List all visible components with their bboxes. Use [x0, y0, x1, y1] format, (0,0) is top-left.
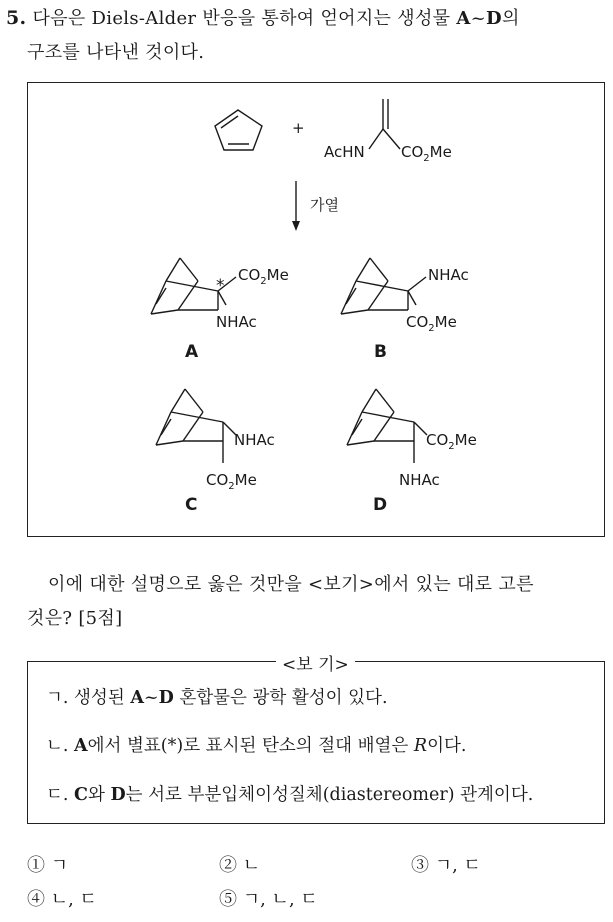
prompt-line-2: 것은? [5점] [27, 608, 123, 629]
arrow-head [292, 221, 300, 231]
question-line-2: 구조를 나타낸 것이다. [27, 42, 205, 63]
condition-heat: 가열 [310, 196, 339, 214]
plus-sign: + [292, 119, 305, 137]
bogi-item-2: ㄴ. A에서 별표(*)로 표시된 탄소의 절대 배열은 R이다. [46, 736, 467, 756]
reaction-figure [27, 82, 605, 537]
bogi-box [27, 655, 605, 824]
prompt-line-1: 이에 대한 설명으로 옳은 것만을 <보기>에서 있는 대로 고른 [48, 574, 534, 595]
choice-1[interactable]: ① ㄱ [27, 855, 69, 876]
product-c-co2me: $CO_2Me$ [206, 471, 257, 492]
cyclopentadiene-structure [215, 110, 262, 150]
bogi-item-1: ㄱ. 생성된 A~D 혼합물은 광학 활성이 있다. [46, 688, 388, 708]
question-bold-d: D [486, 8, 502, 29]
product-c-nhac: NHAc [234, 431, 275, 449]
stereocenter-star: * [216, 276, 225, 296]
product-d-label: D [373, 495, 388, 515]
product-b-structure [341, 258, 426, 314]
product-a-nhac: NHAc [216, 313, 257, 331]
product-a-co2me: $CO_2Me$ [238, 266, 289, 287]
product-c-structure [156, 389, 236, 463]
reaction-scheme [28, 83, 606, 538]
product-d-structure [347, 389, 427, 463]
choice-4[interactable]: ④ ㄴ, ㄷ [27, 889, 97, 910]
reagent-ester: $CO_2Me$ [401, 143, 452, 164]
choice-2[interactable]: ② ㄴ [219, 855, 261, 876]
product-b-co2me: $CO_2Me$ [406, 313, 457, 334]
product-d-co2me: $CO_2Me$ [426, 431, 477, 452]
product-d-nhac: NHAc [399, 471, 440, 489]
question-bold-a: A [456, 8, 471, 29]
question-text-1-end: 의 [501, 8, 520, 29]
product-b-label: B [374, 342, 387, 362]
reagent-achn: AcHN [324, 143, 365, 161]
product-a-label: A [185, 342, 199, 362]
bogi-item-3: ㄷ. C와 D는 서로 부분입체이성질체(diastereomer) 관계이다. [46, 785, 534, 805]
question-line-1 [6, 4, 520, 30]
bogi-title: <보 기> [276, 650, 355, 675]
choice-5[interactable]: ⑤ ㄱ, ㄴ, ㄷ [219, 889, 318, 910]
product-b-nhac: NHAc [428, 266, 469, 284]
question-tilde: ~ [470, 8, 487, 29]
question-text-1: 다음은 Diels-Alder 반응을 통하여 얻어지는 생성물 [32, 8, 457, 29]
choice-3[interactable]: ③ ㄱ, ㄷ [411, 855, 481, 876]
dienophile-structure [369, 99, 400, 149]
question-number: 5. [6, 7, 27, 29]
product-c-label: C [185, 495, 198, 515]
